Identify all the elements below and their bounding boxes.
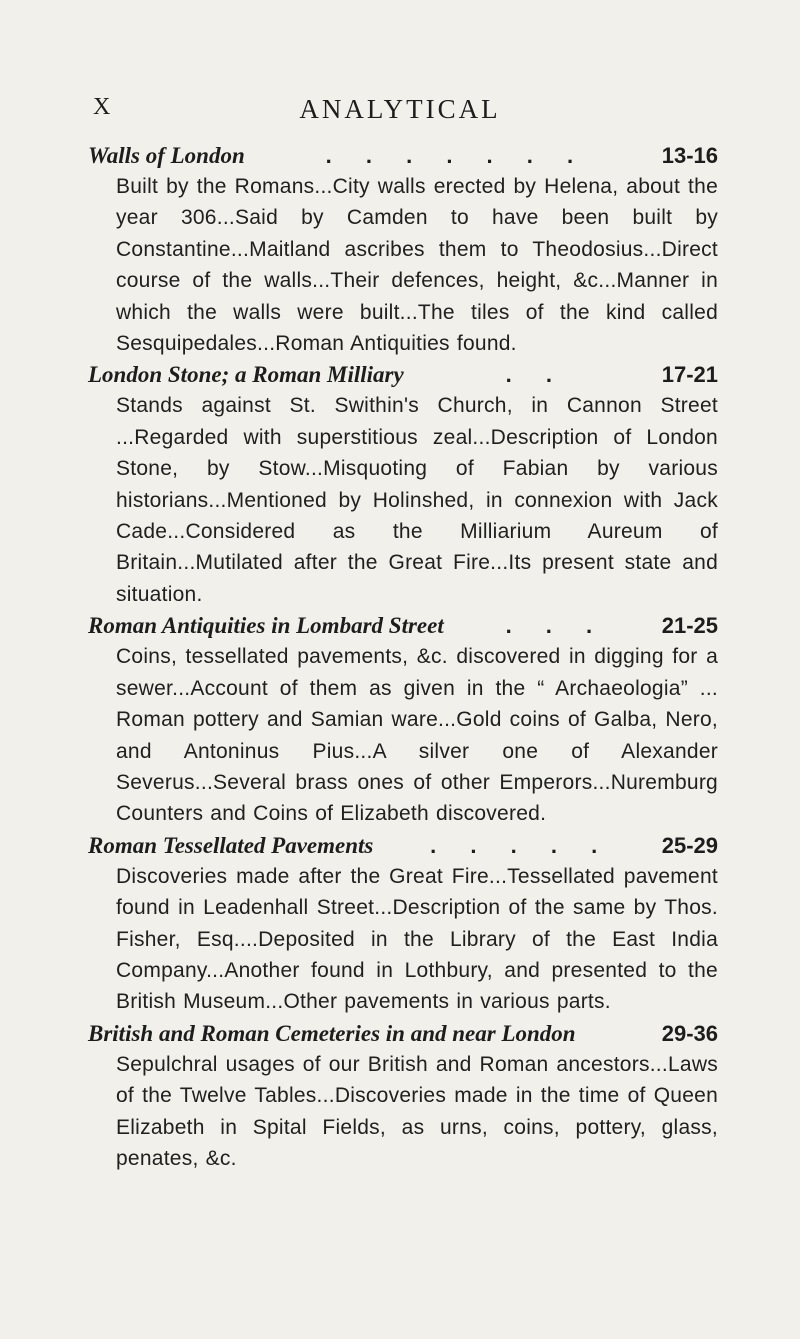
entry-title: British and Roman Cemeteries in and near London <box>88 1020 576 1046</box>
entry-leader-dots: . . . . . . . <box>325 143 588 168</box>
page-signature-letter: X <box>93 94 112 120</box>
contents-entry <box>88 140 718 359</box>
entry-leader-dots: . . . . . <box>430 832 612 858</box>
entry-leader-dots: . . <box>505 362 566 388</box>
entry-page-range: 13-16 <box>661 143 718 168</box>
entry-title: Roman Tessellated Pavements <box>88 832 374 858</box>
entry-summary: Stands against St. Swithin's Church, in Cannon Street ...Regarded with superstitious zeal...Description of London Stone, by Stow...Misquoting of Fabian by various historians...Mentioned by Holinshed, in connexion with Jack Cade...Considered as the Milliarium Aureum of Britain...Mutilated after the Great Fire...Its present state and situation. <box>116 394 718 606</box>
contents-entry <box>88 610 718 829</box>
running-head <box>0 94 800 134</box>
entry-summary: Built by the Romans...City walls erected by Helena, about the year 306...Said by Camden to have been built by Constantine...Maitland ascribes them to Theodosius...Direct course of the walls...Their defences, height, &c...Manner in which the walls were built...The tiles of the kind called Sesquipedales...Roman Antiquities found. <box>116 175 718 356</box>
contents-entries <box>88 140 718 1174</box>
entry-heading-line <box>88 830 718 861</box>
entry-summary: Coins, tessellated pavements, &c. discovered in digging for a sewer...Account of them as given in the “ Archaeologia” ... Roman pottery and Samian ware...Gold coins of Galba, Nero, and Antoninus Pius...A silver one of Alexander Severus...Several brass ones of other Emperors...Nuremburg Counters and Coins of Elizabeth discovered. <box>116 645 718 826</box>
entry-heading-line <box>88 140 718 171</box>
entry-summary: Sepulchral usages of our British and Roman ancestors...Laws of the Twelve Tables...Discoveries made in the time of Queen Elizabeth in Spital Fields, as urns, coins, pottery, glass, penates, &c. <box>116 1052 718 1170</box>
contents-entry <box>88 1018 718 1175</box>
entry-leader-dots: . . . <box>505 613 607 639</box>
entry-page-range: 25-29 <box>661 832 718 858</box>
entry-page-range: 29-36 <box>661 1020 718 1046</box>
entry-title: Roman Antiquities in Lombard Street <box>88 613 444 639</box>
entry-heading-line <box>88 610 718 641</box>
entry-heading-line <box>88 1018 718 1049</box>
entry-page-range: 21-25 <box>661 613 718 639</box>
contents-entry <box>88 359 718 610</box>
entry-title: London Stone; a Roman Milliary <box>88 362 404 388</box>
entry-heading-line <box>88 359 718 390</box>
entry-title: Walls of London <box>88 143 245 168</box>
contents-entry <box>88 830 718 1018</box>
entry-summary: Discoveries made after the Great Fire...Tessellated pavement found in Leadenhall Street...Description of the same by Thos. Fisher, Esq....Deposited in the Library of the East India Company...Another found in Lothbury, and presented to the British Museum...Other pavements in various parts. <box>116 864 718 1014</box>
running-head-title: ANALYTICAL <box>299 94 501 124</box>
entry-page-range: 17-21 <box>661 362 718 388</box>
